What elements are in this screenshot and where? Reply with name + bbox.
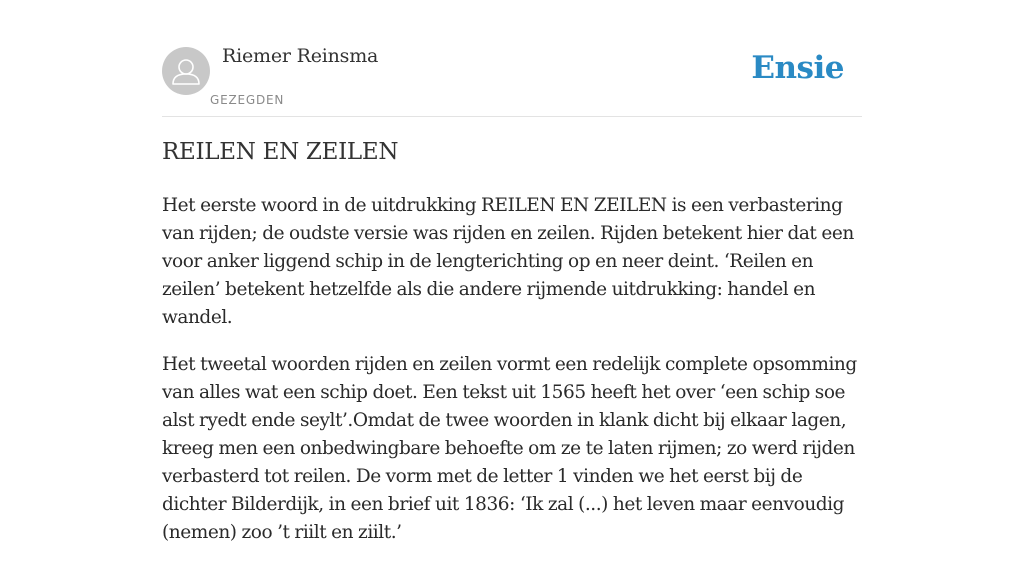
- category-label[interactable]: GEZEGDEN: [210, 93, 285, 107]
- article-title: REILEN EN ZEILEN: [162, 139, 399, 165]
- article-paragraph: Het tweetal woorden rijden en zeilen vormt een redelijk complete opsomming van alles wat een schip doet. Een tekst uit 1565 heeft het over ‘een schip soe alst ryedt ende seylt’.Omdat de twee woorden in klank dicht bij elkaar lagen, kreeg men een onbedwingbare behoefte om ze te laten rijmen; zo werd rijden verbasterd tot reilen. De vorm met de letter 1 vinden we het eerst bij de dichter Bilderdijk, in een brief uit 1836: ‘Ik zal (...) het leven maar eenvoudig (nemen) zoo ’t riilt en ziilt.’: [162, 354, 857, 543]
- article-paragraph: Het eerste woord in de uitdrukking REILEN EN ZEILEN is een verbastering van rijden; de oudste versie was rijden en zeilen. Rijden betekent hier dat een voor anker liggend schip in de lengterichting op en neer deint. ‘Reilen en zeilen’ betekent hetzelfde als die andere rijmende uitdrukking: handel en wandel.: [162, 195, 854, 328]
- user-silhouette-icon: [162, 47, 210, 95]
- article-body: [162, 192, 862, 566]
- header: [162, 0, 862, 117]
- author-avatar[interactable]: [162, 47, 210, 95]
- page-container: [162, 0, 862, 543]
- site-logo[interactable]: Ensie: [751, 50, 844, 86]
- author-name[interactable]: Riemer Reinsma: [222, 45, 379, 67]
